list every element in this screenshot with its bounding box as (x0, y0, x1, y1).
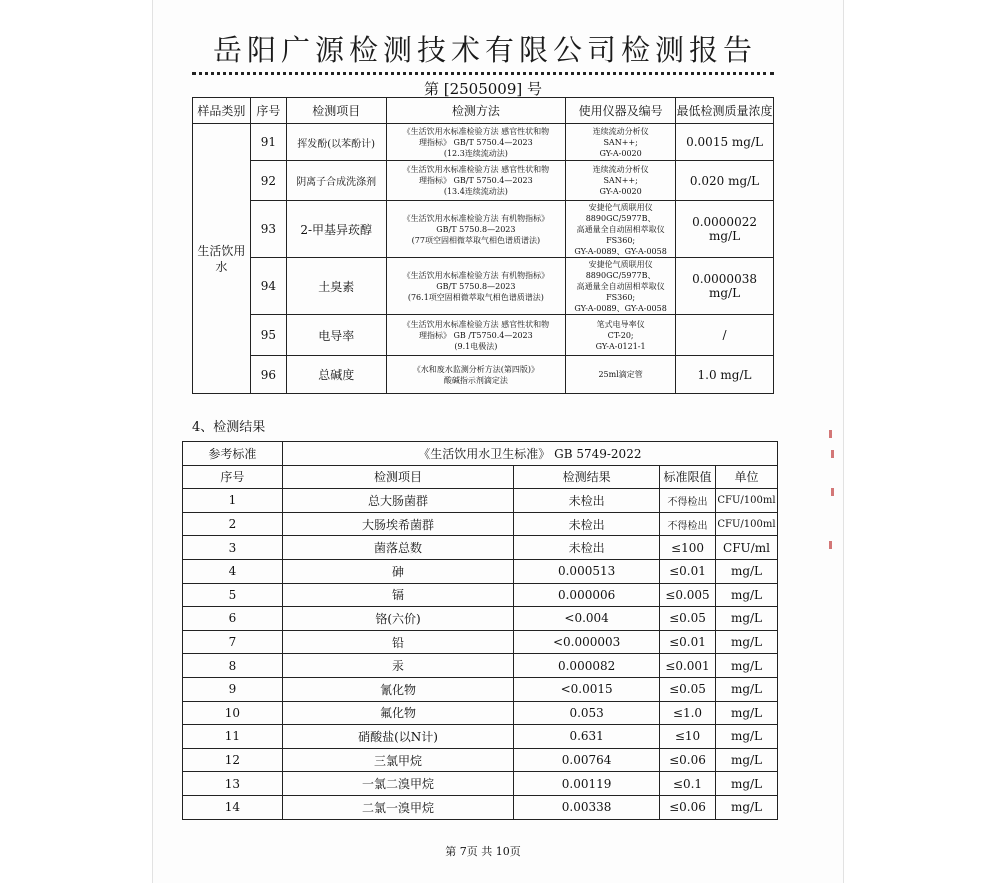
row-item: 总碱度 (286, 356, 386, 394)
row-unit: mg/L (715, 583, 777, 607)
row-unit: mg/L (715, 795, 777, 819)
row-limit: ≤0.01 (660, 559, 716, 583)
row-limit: 0.020 mg/L (676, 161, 774, 201)
results-table-header (183, 465, 778, 489)
header-item: 检测项目 (282, 465, 513, 489)
row-item: 汞 (282, 654, 513, 678)
row-instrument: 连续流动分析仪 SAN++; GY-A-0020 (566, 161, 676, 201)
table-row (183, 512, 778, 536)
row-limit: ≤0.06 (660, 748, 716, 772)
row-item: 阴离子合成洗涤剂 (286, 161, 386, 201)
row-limit: ≤0.1 (660, 772, 716, 796)
table-row (193, 201, 774, 258)
row-item: 二氯一溴甲烷 (282, 795, 513, 819)
row-item: 大肠埃希菌群 (282, 512, 513, 536)
row-method: 《生活饮用水标准检验方法 感官性状和物 理指标》 GB/T 5750.4—2023 (12.3连续流动法) (386, 124, 566, 161)
report-title: 岳阳广源检测技术有限公司检测报告 (212, 33, 757, 67)
row-limit: 不得检出 (660, 489, 716, 513)
row-unit: mg/L (715, 748, 777, 772)
row-method: 《生活饮用水标准检验方法 感官性状和物 理指标》 GB /T5750.4—2023 (9.1电极法) (386, 315, 566, 356)
row-result: <0.004 (514, 607, 660, 631)
row-instrument: 笔式电导率仪 CT-20; GY-A-0121-1 (566, 315, 676, 356)
row-no: 94 (250, 258, 286, 315)
row-no: 93 (250, 201, 286, 258)
table-row (193, 258, 774, 315)
row-no: 3 (183, 536, 283, 560)
table-row (183, 725, 778, 749)
row-item: 氟化物 (282, 701, 513, 725)
row-limit: 0.0000038 mg/L (676, 258, 774, 315)
row-no: 11 (183, 725, 283, 749)
row-no: 13 (183, 772, 283, 796)
table-row (193, 124, 774, 161)
header-limit: 标准限值 (660, 465, 716, 489)
row-result: 0.631 (514, 725, 660, 749)
row-instrument: 25ml滴定管 (566, 356, 676, 394)
header-instrument: 使用仪器及编号 (566, 98, 676, 124)
table-row (183, 654, 778, 678)
row-item: 镉 (282, 583, 513, 607)
row-unit: CFU/100ml (715, 512, 777, 536)
row-limit: 1.0 mg/L (676, 356, 774, 394)
row-result: 0.000082 (514, 654, 660, 678)
row-unit: mg/L (715, 559, 777, 583)
row-unit: mg/L (715, 772, 777, 796)
row-item: 总大肠菌群 (282, 489, 513, 513)
row-instrument: 安捷伦气质联用仪 8890GC/5977B、 高通量全自动固相萃取仪 FS360; GY-A-0089、GY-A-0058 (566, 258, 676, 315)
row-limit: 0.0000022 mg/L (676, 201, 774, 258)
row-method: 《水和废水监测分析方法(第四版)》 酸碱指示剂滴定法 (386, 356, 566, 394)
row-item: 铅 (282, 630, 513, 654)
row-no: 14 (183, 795, 283, 819)
row-no: 7 (183, 630, 283, 654)
row-item: 氰化物 (282, 677, 513, 701)
row-limit: ≤0.05 (660, 607, 716, 631)
reference-standard-label: 参考标准 (183, 442, 283, 466)
row-result: 未检出 (514, 536, 660, 560)
row-no: 5 (183, 583, 283, 607)
row-no: 8 (183, 654, 283, 678)
header-min-concentration: 最低检测质量浓度 (676, 98, 774, 124)
row-no: 10 (183, 701, 283, 725)
row-no: 96 (250, 356, 286, 394)
table-row (183, 607, 778, 631)
header-item: 检测项目 (286, 98, 386, 124)
row-unit: mg/L (715, 630, 777, 654)
row-item: 土臭素 (286, 258, 386, 315)
row-unit: mg/L (715, 654, 777, 678)
row-instrument: 连续流动分析仪 SAN++; GY-A-0020 (566, 124, 676, 161)
table-row (183, 489, 778, 513)
row-item: 菌落总数 (282, 536, 513, 560)
row-result: 0.00338 (514, 795, 660, 819)
row-limit: ≤0.005 (660, 583, 716, 607)
row-unit: mg/L (715, 607, 777, 631)
row-limit: ≤0.001 (660, 654, 716, 678)
row-item: 砷 (282, 559, 513, 583)
row-unit: mg/L (715, 725, 777, 749)
row-unit: CFU/100ml (715, 489, 777, 513)
row-limit: ≤1.0 (660, 701, 716, 725)
reference-standard-row (183, 442, 778, 466)
row-result: <0.0015 (514, 677, 660, 701)
row-limit: ≤100 (660, 536, 716, 560)
table-row (193, 161, 774, 201)
row-limit: ≤10 (660, 725, 716, 749)
row-no: 95 (250, 315, 286, 356)
section-heading-results: 4、检测结果 (192, 420, 266, 435)
table-row (193, 315, 774, 356)
row-result: 0.000513 (514, 559, 660, 583)
row-limit: ≤0.05 (660, 677, 716, 701)
row-item: 三氯甲烷 (282, 748, 513, 772)
row-unit: CFU/ml (715, 536, 777, 560)
row-result: 未检出 (514, 489, 660, 513)
row-limit: 不得检出 (660, 512, 716, 536)
row-method: 《生活饮用水标准检验方法 有机物指标》 GB/T 5750.8—2023 (76.1项空固相微萃取气相色谱质谱法) (386, 258, 566, 315)
row-result: 0.053 (514, 701, 660, 725)
row-limit: ≤0.01 (660, 630, 716, 654)
row-no: 6 (183, 607, 283, 631)
row-item: 一氯二溴甲烷 (282, 772, 513, 796)
header-seq: 序号 (250, 98, 286, 124)
table-row (183, 583, 778, 607)
table-row (183, 701, 778, 725)
row-limit: ≤0.06 (660, 795, 716, 819)
sample-category: 生活饮用 水 (193, 124, 251, 394)
header-sample-category: 样品类别 (193, 98, 251, 124)
row-result: 0.00119 (514, 772, 660, 796)
table-row (183, 748, 778, 772)
row-item: 2-甲基异莰醇 (286, 201, 386, 258)
row-no: 1 (183, 489, 283, 513)
table-row (183, 536, 778, 560)
row-item: 电导率 (286, 315, 386, 356)
table-row (183, 630, 778, 654)
red-stamp-edge (829, 541, 832, 549)
row-no: 9 (183, 677, 283, 701)
row-result: <0.000003 (514, 630, 660, 654)
row-method: 《生活饮用水标准检验方法 有机物指标》 GB/T 5750.8—2023 (77项空固相微萃取气相色谱质谱法) (386, 201, 566, 258)
red-stamp-edge (829, 430, 832, 438)
row-item: 铬(六价) (282, 607, 513, 631)
row-no: 92 (250, 161, 286, 201)
header-unit: 单位 (715, 465, 777, 489)
row-result: 0.000006 (514, 583, 660, 607)
row-limit: / (676, 315, 774, 356)
row-result: 未检出 (514, 512, 660, 536)
red-stamp-edge (831, 488, 834, 496)
row-unit: mg/L (715, 677, 777, 701)
method-table-header (193, 98, 774, 124)
method-table (192, 97, 774, 394)
results-table (182, 441, 778, 820)
row-limit: 0.0015 mg/L (676, 124, 774, 161)
table-row (183, 559, 778, 583)
row-item: 硝酸盐(以N计) (282, 725, 513, 749)
row-no: 4 (183, 559, 283, 583)
row-no: 2 (183, 512, 283, 536)
row-no: 91 (250, 124, 286, 161)
red-stamp-edge (831, 450, 834, 458)
table-row (183, 772, 778, 796)
page-number: 第 7页 共 10页 (445, 845, 521, 858)
table-row (183, 677, 778, 701)
report-number: 第 [2505009] 号 (423, 80, 543, 98)
row-item: 挥发酚(以苯酚计) (286, 124, 386, 161)
row-instrument: 安捷伦气质联用仪 8890GC/5977B、 高通量全自动固相萃取仪 FS360; GY-A-0089、GY-A-0058 (566, 201, 676, 258)
row-no: 12 (183, 748, 283, 772)
reference-standard-value: 《生活饮用水卫生标准》 GB 5749-2022 (282, 442, 777, 466)
title-dotted-rule (192, 72, 774, 75)
header-method: 检测方法 (386, 98, 566, 124)
table-row (193, 356, 774, 394)
header-result: 检测结果 (514, 465, 660, 489)
table-row (183, 795, 778, 819)
row-method: 《生活饮用水标准检验方法 感官性状和物 理指标》 GB/T 5750.4—2023 (13.4连续流动法) (386, 161, 566, 201)
row-result: 0.00764 (514, 748, 660, 772)
header-seq: 序号 (183, 465, 283, 489)
row-unit: mg/L (715, 701, 777, 725)
